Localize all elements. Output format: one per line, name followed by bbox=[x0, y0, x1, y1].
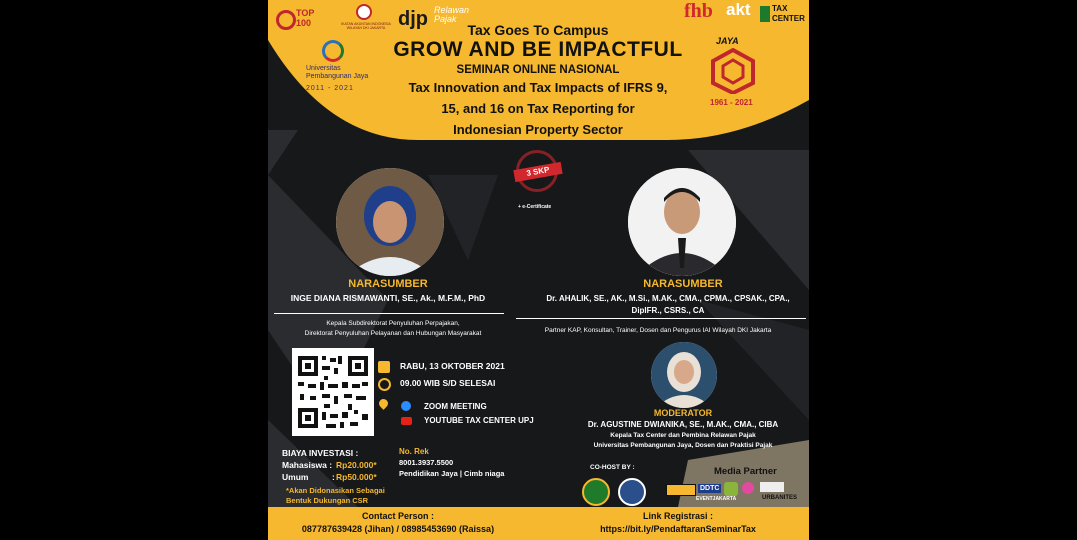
speaker2-divider bbox=[516, 318, 806, 319]
speaker2-name-2: DipIFR., CSRS., CA bbox=[631, 306, 705, 315]
media-partner-label: Media Partner bbox=[714, 466, 777, 477]
fhb-logo: fhb bbox=[684, 0, 713, 22]
speaker1-name: INGE DIANA RISMAWANTI, SE., Ak., M.F.M., PhD bbox=[290, 293, 486, 303]
topic-line-3: Indonesian Property Sector bbox=[453, 122, 623, 137]
clock-icon bbox=[378, 378, 391, 391]
fee-general-colon: : bbox=[332, 472, 335, 482]
cohost-logo-1 bbox=[582, 478, 610, 506]
topic-line-1: Tax Innovation and Tax Impacts of IFRS 9, bbox=[408, 80, 668, 95]
moderator-desc-2: Universitas Pembangunan Jaya, Dosen dan Praktisi Pajak bbox=[593, 442, 773, 449]
calendar-icon bbox=[378, 361, 390, 373]
moderator-name: Dr. AGUSTINE DWIANIKA, SE., M.AK., CMA., CIBA bbox=[587, 420, 779, 429]
event-youtube: YOUTUBE TAX CENTER UPJ bbox=[424, 416, 534, 425]
topic-line-2: 15, and 16 on Tax Reporting for bbox=[441, 101, 635, 116]
pre-title: Tax Goes To Campus bbox=[467, 22, 609, 38]
fee-general-label: Umum bbox=[282, 472, 309, 482]
speaker1-desc-2: Direktorat Penyuluhan Pelayanan dan Hubungan Masyarakat bbox=[304, 330, 482, 337]
speaker1-desc-1: Kepala Subdirektorat Penyuluhan Perpajakan, bbox=[326, 320, 460, 327]
fee-note-1: *Akan Didonasikan Sebagai bbox=[286, 486, 385, 495]
bank-number: 8001.3937.5500 bbox=[399, 458, 454, 467]
youtube-icon bbox=[401, 417, 412, 425]
tax-center-logo: TAX CENTER bbox=[760, 4, 804, 26]
bank-label: No. Rek bbox=[399, 447, 429, 456]
jaya-emblem-icon bbox=[710, 48, 756, 94]
akt-logo: akt bbox=[726, 0, 751, 19]
subtitle: SEMINAR ONLINE NASIONAL bbox=[456, 64, 620, 76]
registration-link[interactable]: https://bit.ly/PendaftaranSeminarTax bbox=[600, 524, 756, 534]
footer-bar bbox=[268, 507, 809, 540]
media-partner-logos: DDTC EVENTJAKARTA URBANITES bbox=[666, 480, 806, 506]
djp-wordmark: djp bbox=[398, 8, 428, 30]
jaya-logo: JAYA 1961 - 2021 bbox=[704, 36, 764, 112]
contact-label: Contact Person : bbox=[361, 511, 434, 521]
fee-student-label: Mahasiswa : bbox=[282, 460, 333, 470]
fee-heading: BIAYA INVESTASI : bbox=[282, 448, 359, 458]
registration-label: Link Registrasi : bbox=[642, 511, 714, 521]
iai-logo: IKATAN AKUNTAN INDONESIA WILAYAH DKI JAKARTA bbox=[336, 4, 396, 38]
contact-value[interactable]: 087787639428 (Jihan) / 08985453690 (Raissa) bbox=[301, 524, 495, 534]
upj-logo: Universitas Pembangunan Jaya 2011 - 2021 bbox=[306, 40, 376, 96]
speaker2-desc: Partner KAP, Konsultan, Trainer, Dosen dan Pengurus IAI Wilayah DKI Jakarta bbox=[544, 327, 772, 334]
qr-code[interactable] bbox=[292, 348, 374, 436]
cohost-logo-2 bbox=[618, 478, 646, 506]
speaker2-photo bbox=[628, 168, 736, 276]
skp-badge: 3 SKP + e-Certificate bbox=[508, 150, 568, 210]
speaker1-photo bbox=[336, 168, 444, 276]
speaker2-role: NARASUMBER bbox=[643, 278, 723, 290]
speaker1-divider bbox=[274, 313, 504, 314]
speaker2-name-1: Dr. AHALIK, SE., AK., M.Si., M.AK., CMA., CPMA., CPSAK., CPA., bbox=[546, 294, 790, 303]
seminar-poster bbox=[268, 0, 809, 540]
fee-note-2: Bentuk Dukungan CSR bbox=[286, 496, 369, 505]
djp-logo: djp Relawan Pajak bbox=[398, 5, 470, 30]
main-title: GROW AND BE IMPACTFUL bbox=[393, 38, 683, 61]
e-certificate-label: + e-Certificate bbox=[518, 204, 552, 210]
top100-logo: TOP 100 bbox=[276, 6, 328, 36]
zoom-icon bbox=[401, 401, 411, 411]
fee-student-price: Rp20.000* bbox=[336, 460, 377, 470]
upj-emblem-icon bbox=[322, 40, 344, 62]
moderator-photo bbox=[651, 342, 717, 408]
fee-general-price: Rp50.000* bbox=[336, 472, 377, 482]
speaker1-role: NARASUMBER bbox=[348, 278, 428, 290]
event-date: RABU, 13 OKTOBER 2021 bbox=[400, 361, 505, 371]
event-zoom: ZOOM MEETING bbox=[424, 402, 487, 411]
moderator-role: MODERATOR bbox=[653, 408, 713, 418]
bank-name: Pendidikan Jaya | Cimb niaga bbox=[399, 469, 505, 478]
cohost-label: CO-HOST BY : bbox=[590, 464, 635, 471]
event-time: 09.00 WIB S/D SELESAI bbox=[400, 378, 496, 388]
moderator-desc-1: Kepala Tax Center dan Pembina Relawan Pajak bbox=[610, 432, 756, 439]
